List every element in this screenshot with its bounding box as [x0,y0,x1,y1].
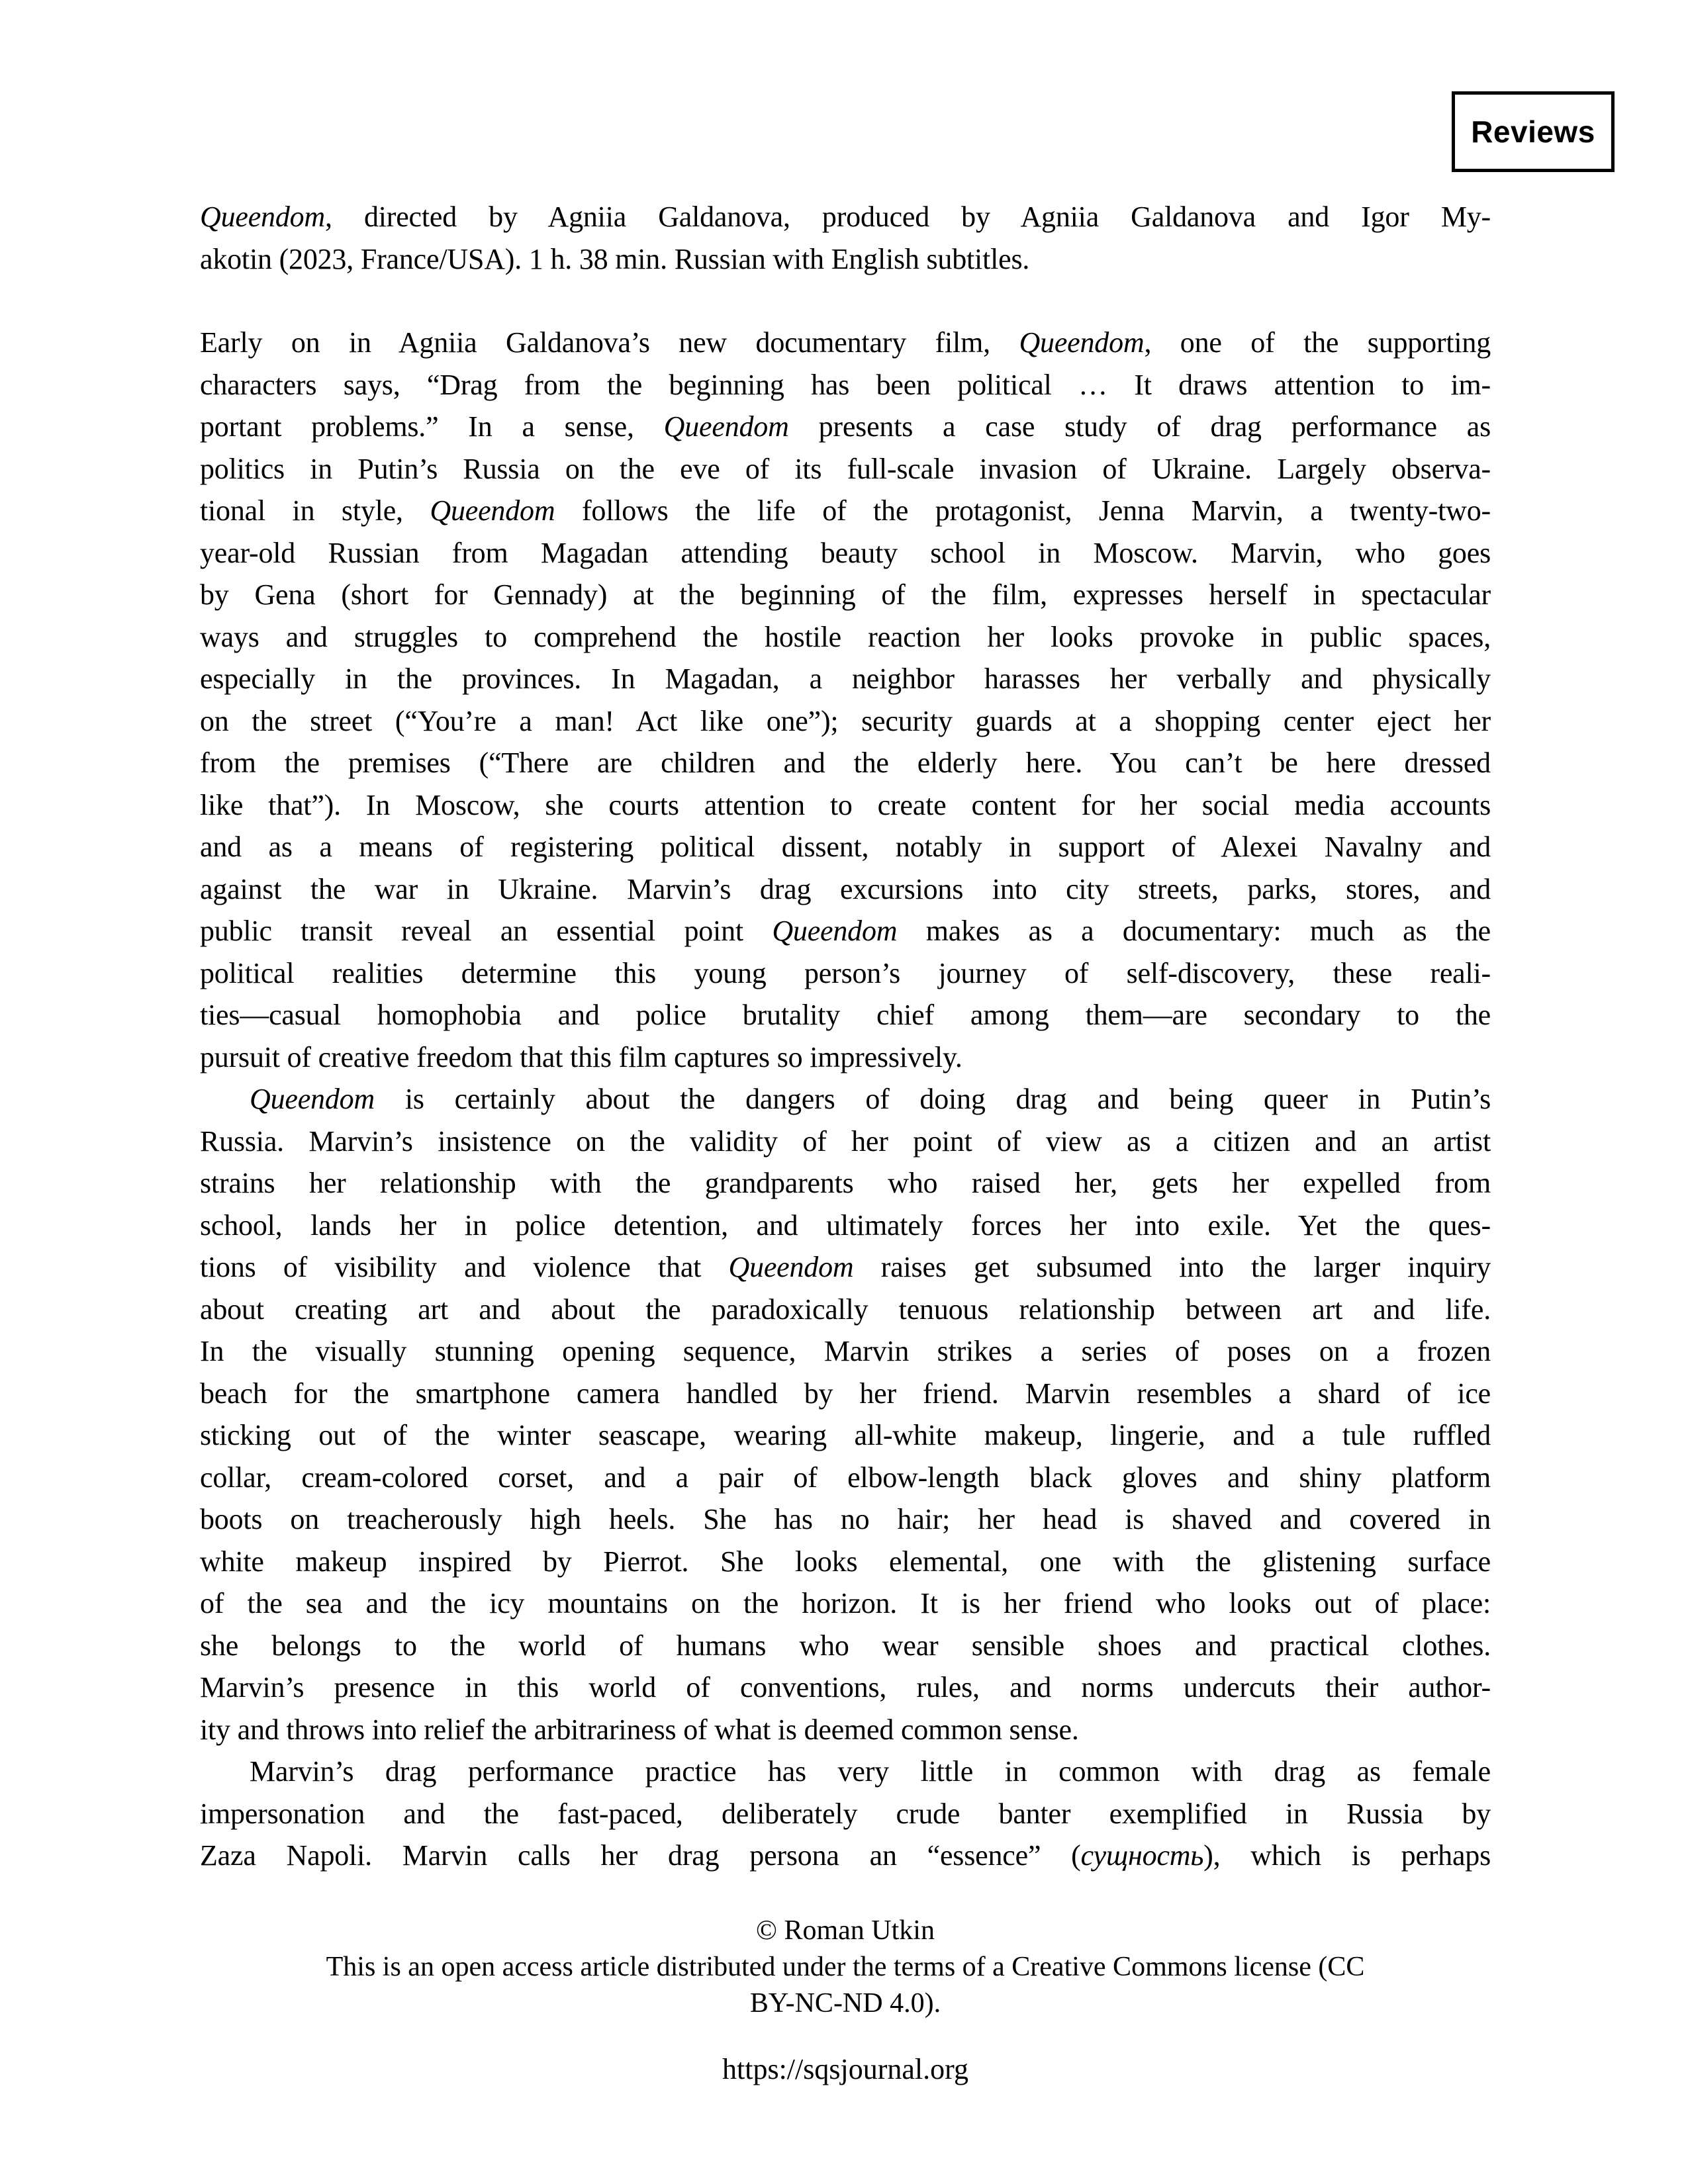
text-line: collar, cream-colored corset, and a pair of elbow-length black gloves and shiny platform [200,1461,1491,1494]
text-line: akotin (2023, France/USA). 1 h. 38 min. Russian with English subtitles. [200,242,1030,275]
text-line: tions of visibility and violence that Queendom raises get subsumed into the larger inquiry [200,1251,1491,1283]
text-line: Early on in Agniia Galdanova’s new documentary film, Queendom, one of the supporting [200,326,1491,359]
text-line: pursuit of creative freedom that this film captures so impressively. [200,1040,962,1073]
page-footer [200,1913,1491,2087]
text-line: ity and throws into relief the arbitrariness of what is deemed common sense. [200,1713,1079,1746]
text-line: especially in the provinces. In Magadan, a neighbor harasses her verbally and physically [200,662,1491,695]
text-line: Queendom, directed by Agniia Galdanova, produced by Agniia Galdanova and Igor My- [200,201,1491,233]
text-line: characters says, “Drag from the beginning has been political … It draws attention to im- [200,368,1491,401]
text-line: against the war in Ukraine. Marvin’s drag excursions into city streets, parks, stores, and [200,872,1491,905]
reviews-section-badge [1452,91,1615,172]
text-line: like that”). In Moscow, she courts attention to create content for her social media accounts [200,788,1491,821]
text-line: year-old Russian from Magadan attending beauty school in Moscow. Marvin, who goes [200,536,1491,569]
text-line: public transit reveal an essential point Queendom makes as a documentary: much as the [200,915,1491,947]
text-line: sticking out of the winter seascape, wearing all-white makeup, lingerie, and a tule ruffled [200,1419,1491,1451]
article-body [200,196,1491,1877]
text-line: boots on treacherously high heels. She has no hair; her head is shaved and covered in [200,1503,1491,1535]
text-line: on the street (“You’re a man! Act like one”); security guards at a shopping center eject her [200,704,1491,737]
text-line: ties—casual homophobia and police brutality chief among them—are secondary to the [200,999,1491,1031]
text-line: by Gena (short for Gennady) at the beginning of the film, expresses herself in spectacular [200,578,1491,611]
text-line: from the premises (“There are children and the elderly here. You can’t be here dressed [200,747,1491,779]
license-line-2: BY-NC-ND 4.0). [749,1988,941,2019]
text-line: political realities determine this young person’s journey of self-discovery, these reali- [200,956,1491,989]
text-line: she belongs to the world of humans who wear sensible shoes and practical clothes. [200,1629,1491,1662]
text-line: politics in Putin’s Russia on the eve of its full-scale invasion of Ukraine. Largely observa- [200,452,1491,485]
film-citation [200,196,1491,280]
reviews-badge-label: Reviews [1471,114,1595,149]
text-line: and as a means of registering political dissent, notably in support of Alexei Navalny and [200,831,1491,863]
text-line: school, lands her in police detention, and ultimately forces her into exile. Yet the ques- [200,1208,1491,1242]
text-line: about creating art and about the paradoxically tenuous relationship between art and life. [200,1293,1491,1326]
text-line: beach for the smartphone camera handled by her friend. Marvin resembles a shard of ice [200,1377,1491,1410]
text-line: In the visually stunning opening sequence, Marvin strikes a series of poses on a frozen [200,1335,1491,1367]
text-line: ways and struggles to comprehend the hostile reaction her looks provoke in public spaces, [200,620,1491,653]
copyright-line: © Roman Utkin [756,1915,935,1946]
journal-url[interactable]: https://sqsjournal.org [722,2053,968,2085]
text-line: impersonation and the fast-paced, deliberately crude banter exemplified in Russia by [200,1797,1491,1830]
text-line: of the sea and the icy mountains on the horizon. It is her friend who looks out of place: [200,1587,1491,1619]
text-line: Marvin’s drag performance practice has very little in common with drag as female [250,1755,1491,1788]
text-line: Zaza Napoli. Marvin calls her drag persona an “essence” (сущность), which is perhaps [200,1839,1491,1872]
text-line: white makeup inspired by Pierrot. She looks elemental, one with the glistening surface [200,1545,1491,1578]
license-line-1: This is an open access article distributed under the terms of a Creative Commons license (CC [326,1952,1365,1982]
review-paragraphs [200,322,1491,1877]
text-line: Marvin’s presence in this world of conventions, rules, and norms undercuts their author- [200,1671,1491,1704]
text-line: portant problems.” In a sense, Queendom presents a case study of drag performance as [200,410,1491,443]
text-line: tional in style, Queendom follows the life of the protagonist, Jenna Marvin, a twenty-two- [200,494,1491,527]
text-line: Russia. Marvin’s insistence on the validity of her point of view as a citizen and an artist [200,1124,1491,1158]
text-line: Queendom is certainly about the dangers of doing drag and being queer in Putin’s [250,1083,1491,1115]
text-line: strains her relationship with the grandparents who raised her, gets her expelled from [200,1167,1491,1199]
